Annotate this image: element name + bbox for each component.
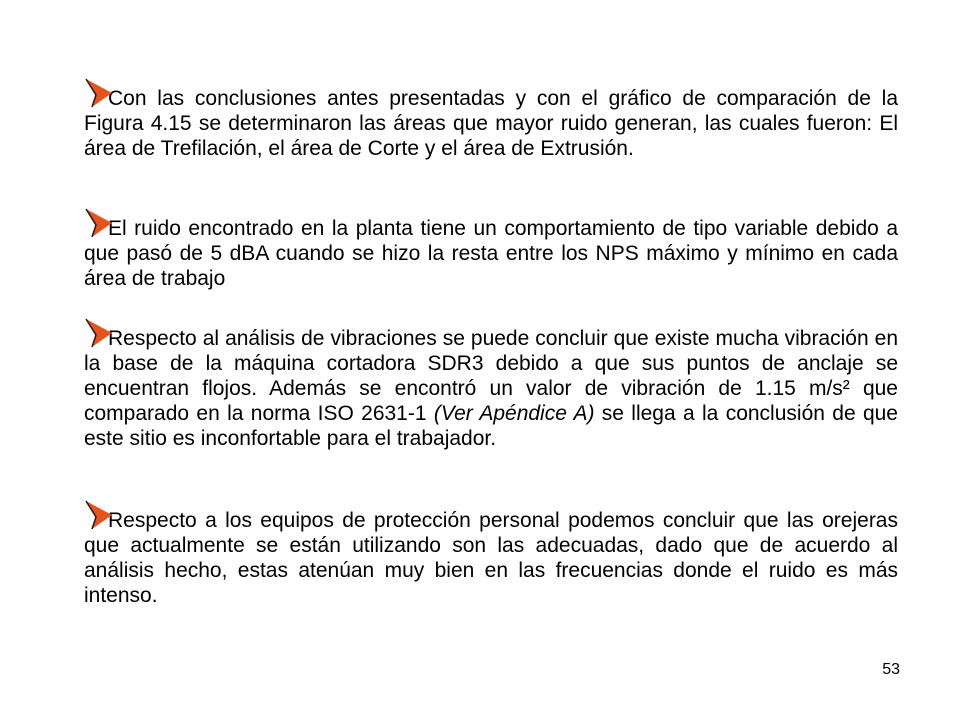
arrow-bullet-icon [84, 77, 114, 109]
bullet-paragraph-2 [84, 216, 898, 291]
bullet-text: Con las conclusiones antes presentadas y con el gráfico de comparación de la Figura 4.15 se determinaron las áreas que mayor ruido generan, las cuales fueron: El área de Trefilación, el área de Corte y el área de Extrusión. [84, 87, 898, 160]
bullet-text: El ruido encontrado en la planta tiene un comportamiento de tipo variable debido a que pasó de 5 dBA cuando se hizo la resta entre los NPS máximo y mínimo en cada área de trabajo [84, 217, 898, 290]
page-number: 53 [882, 661, 900, 678]
bullet-text: Respecto a los equipos de protección personal podemos concluir que las orejeras que actualmente se están utilizando son las adecuadas, dado que de acuerdo al análisis hecho, estas atenúan muy bien en las frecuencias donde el ruido es más intenso. [84, 509, 898, 607]
bullet-text: Respecto al análisis de vibraciones se puede concluir que existe mucha vibración en la base de la máquina cortadora SDR3 debido a que sus puntos de anclaje se encuentran flojos. Además se encontró un valor de vibración de 1.15 m/s² que comparado en la norma ISO 2631-1 [84, 327, 898, 425]
bullet-paragraph-4 [84, 508, 898, 608]
arrow-bullet-icon [84, 499, 114, 531]
appendix-reference: (Ver Apéndice A) [433, 402, 595, 425]
bullet-text: se llega a la conclusión de que este sitio es inconfortable para el trabajador. [84, 402, 898, 450]
arrow-bullet-icon [84, 317, 114, 349]
bullet-paragraph-1 [84, 86, 898, 161]
bullet-paragraph-3 [84, 326, 898, 451]
arrow-bullet-icon [84, 207, 114, 239]
